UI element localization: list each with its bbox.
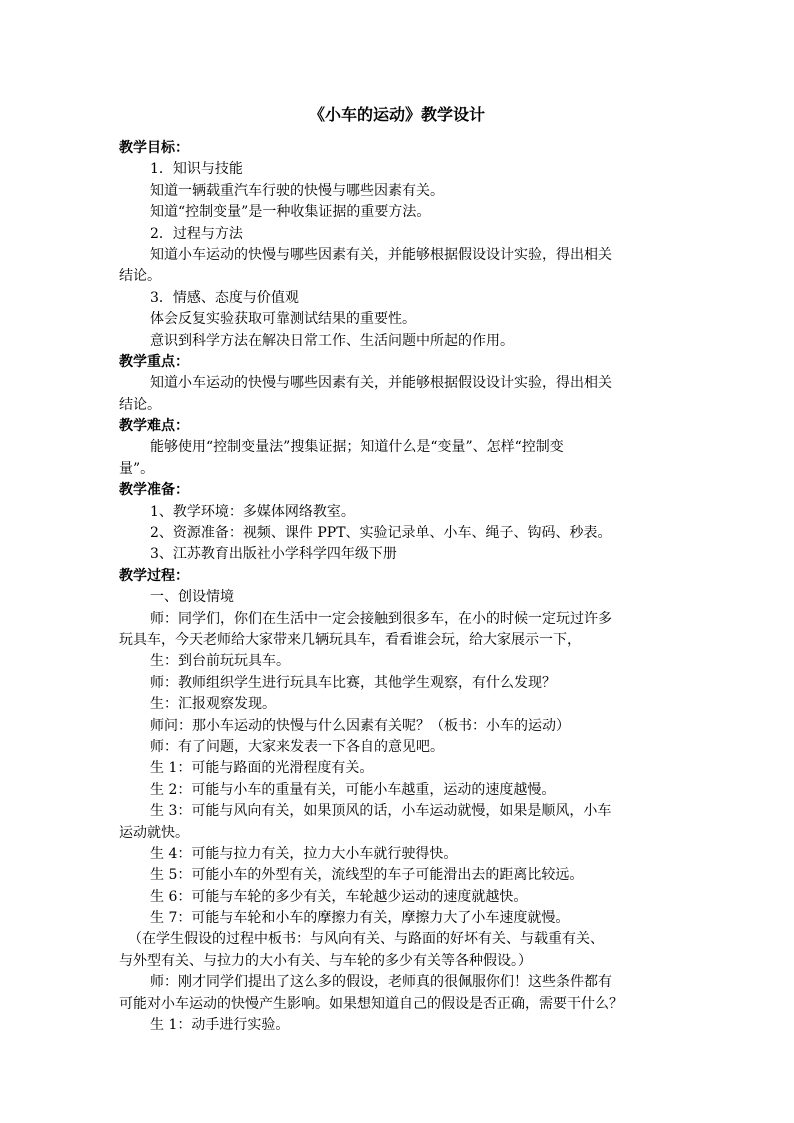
- text-line: 师：刚才同学们提出了这么多的假设，老师真的很佩服你们！这些条件都有: [150, 974, 612, 991]
- section-heading: 教学难点：: [119, 418, 189, 435]
- text-line: 体会反复实验获取可靠测试结果的重要性。: [150, 311, 416, 328]
- text-line: 运动就快。: [119, 824, 189, 841]
- section-heading: 教学准备：: [119, 482, 189, 499]
- text-line: （在学生假设的过程中板书：与风向有关、与路面的好坏有关、与载重有关、: [128, 931, 604, 948]
- text-line: 生 7：可能与车轮和小车的摩擦力有关，摩擦力大了小车速度就慢。: [150, 910, 570, 927]
- text-line: 知道“控制变量”是一种收集证据的重要方法。: [150, 204, 431, 221]
- text-line: 师：同学们，你们在生活中一定会接触到很多车，在小的时候一定玩过许多: [150, 610, 612, 627]
- text-line: 生 5：可能小车的外型有关，流线型的车子可能滑出去的距离比较远。: [150, 867, 584, 884]
- text-line: 生：到台前玩玩具车。: [150, 653, 290, 670]
- text-line: 量”。: [119, 460, 155, 477]
- text-line: 师：教师组织学生进行玩具车比赛，其他学生观察，有什么发现？: [150, 674, 556, 691]
- text-line: 生 2：可能与小车的重量有关，可能小车越重，运动的速度越慢。: [150, 781, 556, 798]
- section-heading: 教学重点：: [119, 353, 189, 370]
- document-title: 《小车的运动》教学设计: [308, 105, 485, 124]
- text-line: 可能对小车运动的快慢产生影响。如果想知道自己的假设是否正确，需要干什么？: [119, 995, 623, 1012]
- document-body: [119, 138, 679, 1036]
- text-line: 2、资源准备：视频、课件 PPT、实验记录单、小车、绳子、钩码、秒表。: [150, 525, 612, 542]
- text-line: 1、教学环境：多媒体网络教室。: [150, 503, 355, 520]
- text-line: 师问：那小车运动的快慢与什么因素有关呢？（板书：小车的运动）: [150, 717, 570, 734]
- text-line: 生 1：动手进行实验。: [150, 1017, 290, 1034]
- text-line: 生 1：可能与路面的光滑程度有关。: [150, 760, 374, 777]
- text-line: 知道一辆载重汽车行驶的快慢与哪些因素有关。: [150, 182, 444, 199]
- section-heading: 教学目标：: [119, 140, 189, 156]
- text-line: 知道小车运动的快慢与哪些因素有关，并能够根据假设设计实验，得出相关: [150, 375, 612, 392]
- text-line: 2．过程与方法: [150, 225, 243, 242]
- text-line: 生：汇报观察发现。: [150, 696, 276, 713]
- text-line: 结论。: [119, 268, 161, 285]
- text-line: 能够使用“控制变量法”搜集证据；知道什么是“变量”、怎样“控制变: [150, 439, 564, 456]
- text-line: 玩具车，今天老师给大家带来几辆玩具车，看看谁会玩，给大家展示一下，: [119, 631, 581, 648]
- text-line: 结论。: [119, 396, 161, 413]
- text-line: 知道小车运动的快慢与哪些因素有关，并能够根据假设设计实验，得出相关: [150, 246, 612, 263]
- text-line: 师：有了问题，大家来发表一下各自的意见吧。: [150, 738, 444, 755]
- text-line: 3、江苏教育出版社小学科学四年级下册: [150, 546, 397, 563]
- text-line: 1．知识与技能: [150, 161, 243, 178]
- section-heading: 教学过程：: [119, 567, 189, 584]
- text-line: 3．情感、态度与价值观: [150, 289, 299, 306]
- text-line: 生 3：可能与风向有关，如果顶风的话，小车运动就慢，如果是顺风，小车: [150, 803, 612, 820]
- text-line: 生 4：可能与拉力有关，拉力大小车就行驶得快。: [150, 845, 458, 862]
- text-line: 与外型有关、与拉力的大小有关、与车轮的多少有关等各种假设。）: [119, 952, 532, 969]
- text-line: 生 6：可能与车轮的多少有关，车轮越少运动的速度就越快。: [150, 888, 528, 905]
- text-line: 意识到科学方法在解决日常工作、生活问题中所起的作用。: [150, 332, 514, 349]
- text-line: 一、创设情境: [150, 589, 234, 606]
